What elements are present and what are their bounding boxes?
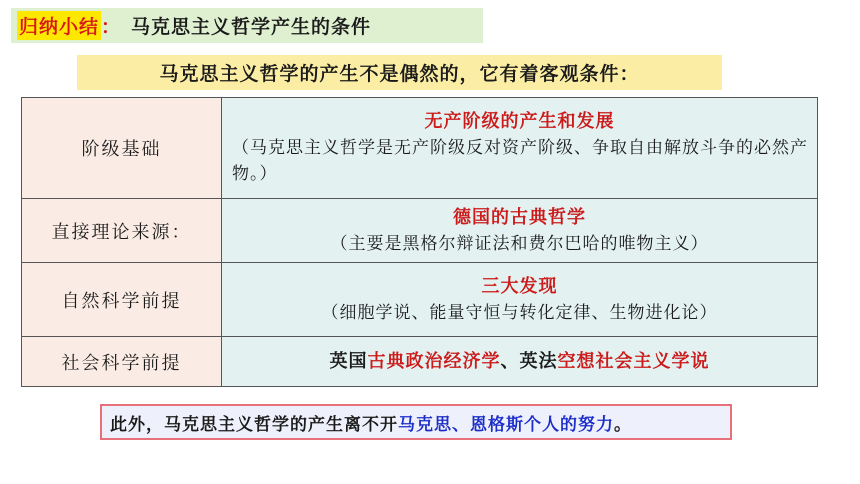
title-text: 马克思主义哲学产生的条件 — [131, 16, 372, 38]
note-highlight: 马克思、恩格斯个人的努力 — [398, 414, 614, 435]
row-label: 自然科学前提 — [22, 263, 222, 337]
row-detail: （细胞学说、能量守恒与转化定律、生物进化论） — [321, 302, 718, 323]
table-row — [22, 337, 818, 387]
conditions-table — [21, 97, 818, 387]
table-row — [22, 98, 818, 199]
table-row — [22, 263, 818, 337]
note-text: 此外，马克思主义哲学的产生离不开 — [110, 414, 398, 435]
row-highlight: 无产阶级的产生和发展 — [424, 111, 615, 132]
page-title — [11, 8, 483, 43]
note-box — [100, 404, 732, 440]
row-label: 阶级基础 — [22, 98, 222, 199]
highlight-segment: 古典政治经济学 — [367, 350, 501, 372]
row-label: 社会科学前提 — [22, 337, 222, 387]
table-row — [22, 199, 818, 263]
row-detail: （马克思主义哲学是无产阶级反对资产阶级、争取自由解放斗争的必然产物。） — [232, 138, 808, 184]
summary-label: 归纳小结 — [17, 11, 101, 40]
row-highlight: 三大发现 — [481, 275, 558, 297]
subtitle: 马克思主义哲学的产生不是偶然的，它有着客观条件： — [77, 55, 722, 90]
row-content — [222, 98, 818, 199]
text-segment: 、英法 — [500, 350, 558, 372]
note-end: 。 — [614, 414, 632, 435]
row-content — [222, 199, 818, 263]
row-highlight: 德国的古典哲学 — [453, 206, 586, 228]
summary-colon: ： — [101, 16, 122, 38]
row-content — [222, 263, 818, 337]
row-content — [222, 337, 818, 387]
row-label: 直接理论来源： — [22, 199, 222, 263]
text-segment: 英国 — [329, 350, 368, 372]
row-detail — [222, 349, 817, 375]
row-detail: （主要是黑格尔辩证法和费尔巴哈的唯物主义） — [330, 233, 709, 254]
highlight-segment: 空想社会主义学说 — [557, 350, 710, 372]
